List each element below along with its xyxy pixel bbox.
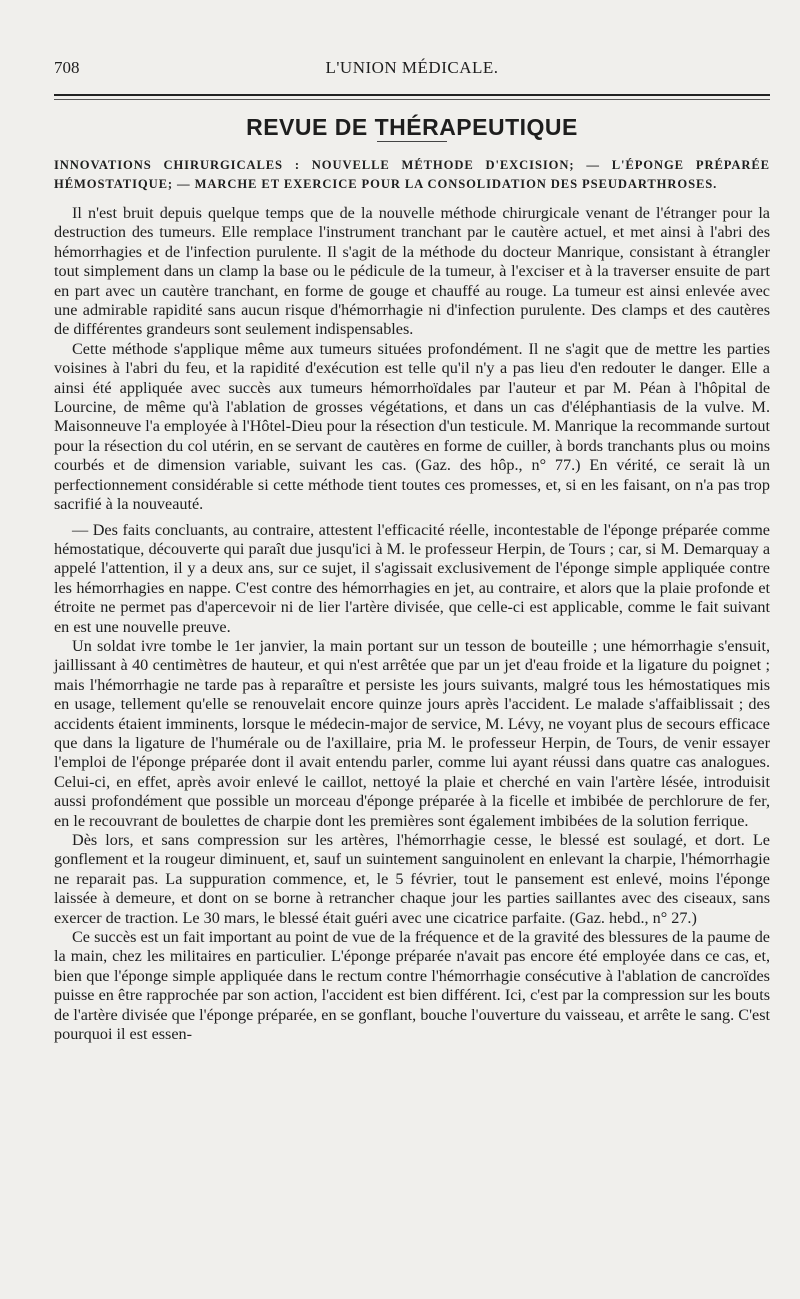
journal-title: L'UNION MÉDICALE. — [325, 58, 499, 77]
paragraph: Ce succès est un fait important au point de vue de la fréquence et de la gravité des blessures de la paume de la main, chez les militaires en particulier. L'éponge préparée n'avait pas encore été employée dans ce cas, et, bien que l'éponge simple appliquée dans le rectum contre l'hémorrhagie consécutive à l'ablation de cancroïdes puisse en être rapprochée par son action, l'accident est bien différent. Ici, c'est par la compression sur les bouts de l'artère divisée que l'éponge préparée, en se gonflant, bouche l'ouverture du vaisseau, et arrête le sang. C'est pourquoi il est essen- — [54, 928, 770, 1044]
title-underline — [377, 141, 447, 142]
section-title — [54, 114, 770, 146]
paragraph: — Des faits concluants, au contraire, attestent l'efficacité réelle, incontestable de l'éponge préparée comme hémostatique, découverte qui paraît due jusqu'ici à M. le professeur Herpin, de Tours ; car, si M. Demarquay a appelé l'attention, il y a deux ans, sur ce sujet, il s'agissait exclusivement de l'éponge simple appliquée contre les hémorrhagies en nappe. C'est contre des hémorrhagies en jet, au contraire, et alors que la plaie profonde et étroite ne permet pas d'apercevoir ni de lier l'artère divisée, que celle-ci est applicable, comme le fait suivant en est une nouvelle preuve. — [54, 520, 770, 636]
page-number: 708 — [54, 58, 80, 77]
header-rule-thin — [54, 99, 770, 100]
page-header — [54, 58, 770, 86]
article-subtitle: INNOVATIONS CHIRURGICALES : NOUVELLE MÉTHODE D'EXCISION; — L'ÉPONGE PRÉPARÉE HÉMOSTATIQUE; — MARCHE ET EXERCICE POUR LA CONSOLIDATION DES PSEUDARTHROSES. — [54, 158, 770, 191]
paragraph: Cette méthode s'applique même aux tumeurs situées profondément. Il ne s'agit que de mettre les parties voisines à l'abri du feu, et la rapidité d'exécution est telle qu'il n'y a pas lieu d'en redouter le danger. Elle a ainsi été appliquée avec succès aux tumeurs hémorrhoïdales par l'auteur et par M. Péan à l'hôpital de Lourcine, de même qu'à l'ablation de grosses végétations, et dans un cas d'éléphantiasis de la vulve. M. Maisonneuve l'a employée à l'Hôtel-Dieu pour la résection d'un testicule. M. Manrique la recommande surtout pour la résection du col utérin, en se servant de cautères en forme de cuiller, à bords tranchants plus ou moins courbés et de dimension variable, suivant les cas. (Gaz. des hôp., n° 77.) En vérité, ce serait là un perfectionnement considérable si cette méthode tient toutes ces promesses, et, si en les faisant, on n'a pas trop sacrifié à la nouveauté. — [54, 339, 770, 514]
paragraph: Il n'est bruit depuis quelque temps que de la nouvelle méthode chirurgicale venant de l'étranger pour la destruction des tumeurs. Elle remplace l'instrument tranchant par le cautère actuel, et met ainsi à l'abri des hémorrhagies et de l'infection purulente. Il s'agit de la méthode du docteur Manrique, consistant à étrangler tout simplement dans un clamp la base ou le pédicule de la tumeur, à l'exciser et à la traverser ensuite de part en part avec un cautère tranchant, en forme de gouge et chauffé au rouge. La tumeur est ainsi enlevée avec une admirable rapidité sans aucun risque d'hémorrhagie ni d'infection purulente. Des clamps et des cautères de différentes grandeurs sont seulement indispensables. — [54, 204, 770, 339]
section-title-text: REVUE DE THÉRAPEUTIQUE — [246, 114, 578, 140]
article-body — [54, 204, 770, 1044]
paragraph: Dès lors, et sans compression sur les artères, l'hémorrhagie cesse, le blessé est soulagé, et dort. Le gonflement et la rougeur diminuent, et, sauf un suintement sanguinolent en enlevant la charpie, l'hémorrhagie ne reparait pas. La suppuration commence, et, le 5 février, tout le pansement est enlevé, moins l'éponge laissée à demeure, et dont on se borne à retrancher chaque jour les parties saillantes avec des ciseaux, sans exercer de traction. Le 30 mars, le blessé était guéri avec une cicatrice parfaite. (Gaz. hebd., n° 27.) — [54, 831, 770, 927]
header-rule — [54, 94, 770, 96]
paragraph: Un soldat ivre tombe le 1er janvier, la main portant sur un tesson de bouteille ; une hémorrhagie s'ensuit, jaillissant à 40 centimètres de hauteur, et qui n'est arrêtée que par un jet d'eau froide et la ligature du poignet ; mais l'hémorrhagie ne tarde pas à reparaître et persiste les jours suivants, malgré tous les hémostatiques mis en usage, tellement qu'elle se renouvelait encore quinze jours après l'accident. Le malade s'affaiblissait ; des accidents étaient imminents, lorsque le médecin-major de service, M. Lévy, ne voyant plus de secours efficace que dans la ligature de l'humérale ou de l'axillaire, pria M. le professeur Herpin, de Tours, de venir essayer l'emploi de l'éponge préparée dont il avait entendu parler, comme lui ayant réussi dans quatre cas analogues. Celui-ci, en effet, après avoir enlevé le caillot, nettoyé la plaie et cherché en vain l'artère lésée, introduisit aussi profondément que possible un morceau d'éponge préparée à la ficelle et imbibée de perchlorure de fer, en le recouvrant de boulettes de charpie dont les premières sont également imbibées de la solution ferrique. — [54, 636, 770, 830]
